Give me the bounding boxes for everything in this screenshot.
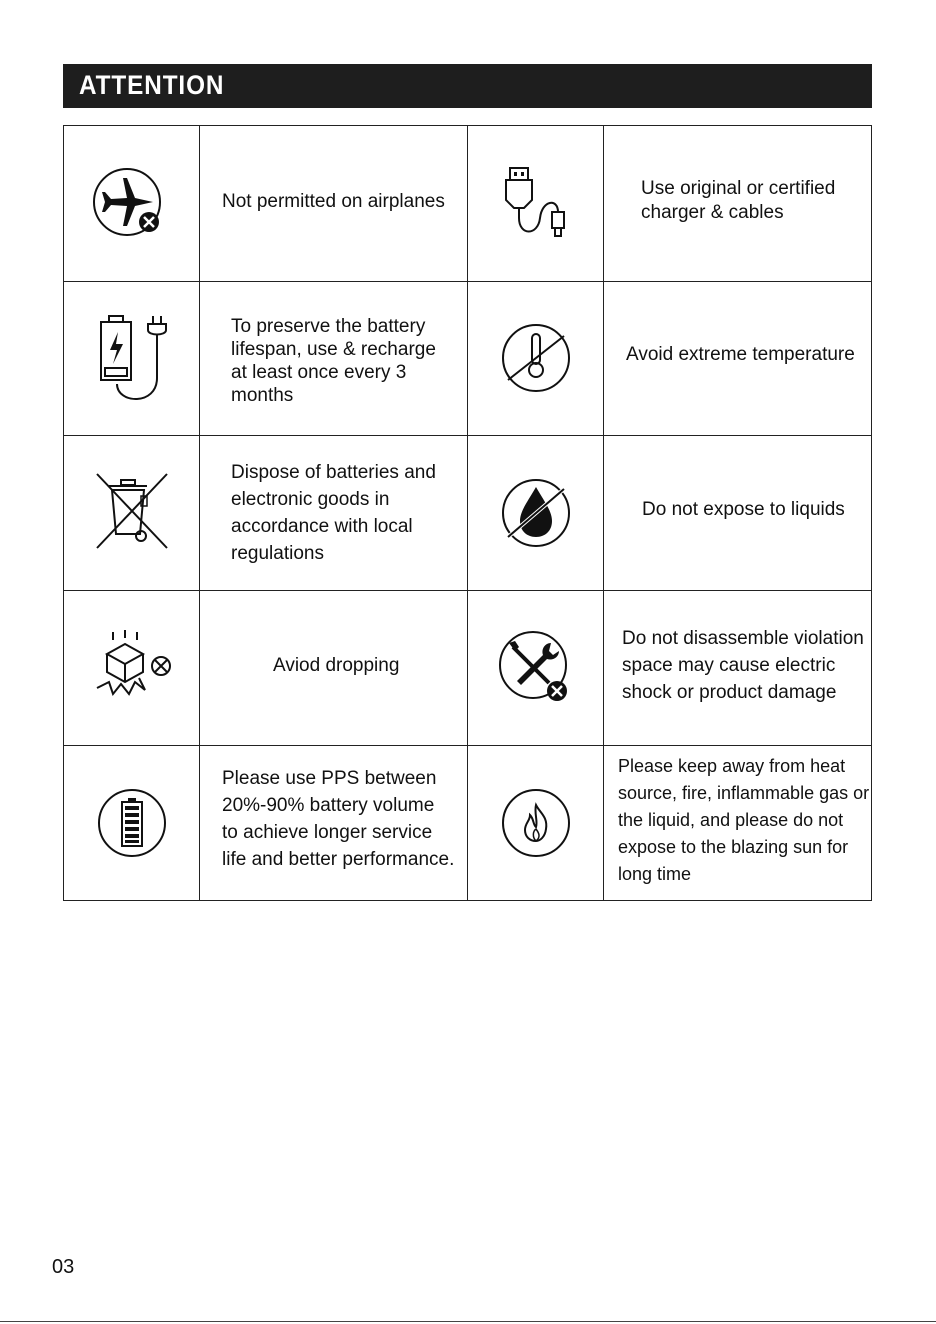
warning-text: Use original or certified charger & cables (641, 178, 836, 223)
warning-text: Please use PPS between 20%-90% battery volume to achieve longer service life and better performance. (222, 768, 455, 870)
warning-text: Please keep away from heat source, fire, inflammable gas or the liquid, and please do not expose to the blazing sun for long time (618, 756, 870, 884)
warning-text: Do not disassemble violation space may cause electric shock or product damage (622, 628, 864, 703)
text-cell (199, 590, 468, 745)
page-bottom-rule (0, 1321, 936, 1322)
table-row (63, 590, 872, 746)
text-cell (603, 435, 872, 590)
no-disassemble-icon (493, 625, 579, 711)
certified-cable-icon (496, 164, 576, 244)
icon-cell (63, 126, 200, 281)
warning-text: Avoid extreme temperature (626, 344, 855, 365)
no-dropping-icon (87, 628, 177, 708)
attention-table (63, 125, 872, 899)
text-cell (199, 745, 468, 900)
fire-icon (496, 783, 576, 863)
page-number: 03 (52, 1256, 75, 1278)
icon-cell (63, 435, 200, 590)
no-extreme-temperature-icon (496, 318, 576, 398)
icon-cell (63, 590, 200, 745)
warning-text: Aviod dropping (273, 655, 400, 676)
attention-header (63, 64, 872, 108)
crossed-bin-icon (87, 468, 177, 558)
icon-cell (467, 435, 604, 590)
icon-cell (467, 590, 604, 745)
warning-text: Dispose of batteries and electronic goods in accordance with local regulations (231, 462, 436, 564)
warning-text: To preserve the battery lifespan, use & recharge at least once every 3 months (231, 316, 436, 406)
attention-title: ATTENTION (79, 70, 225, 100)
warning-text: Do not expose to liquids (642, 499, 845, 520)
icon-cell (63, 745, 200, 900)
text-cell (603, 126, 872, 281)
text-cell (603, 590, 872, 745)
warning-text: Not permitted on airplanes (222, 191, 445, 212)
text-cell (199, 435, 468, 590)
table-row (63, 280, 872, 436)
table-row (63, 435, 872, 591)
no-airplane-icon (87, 164, 177, 244)
battery-recharge-icon (87, 308, 177, 408)
table-row (63, 125, 872, 282)
icon-cell (467, 280, 604, 435)
icon-cell (63, 280, 200, 435)
text-cell (603, 745, 872, 900)
text-cell (199, 280, 468, 435)
text-cell (199, 126, 468, 281)
icon-cell (467, 126, 604, 281)
no-liquids-icon (496, 473, 576, 553)
battery-level-icon (92, 783, 172, 863)
text-cell (603, 280, 872, 435)
table-row (63, 745, 872, 901)
icon-cell (467, 745, 604, 900)
